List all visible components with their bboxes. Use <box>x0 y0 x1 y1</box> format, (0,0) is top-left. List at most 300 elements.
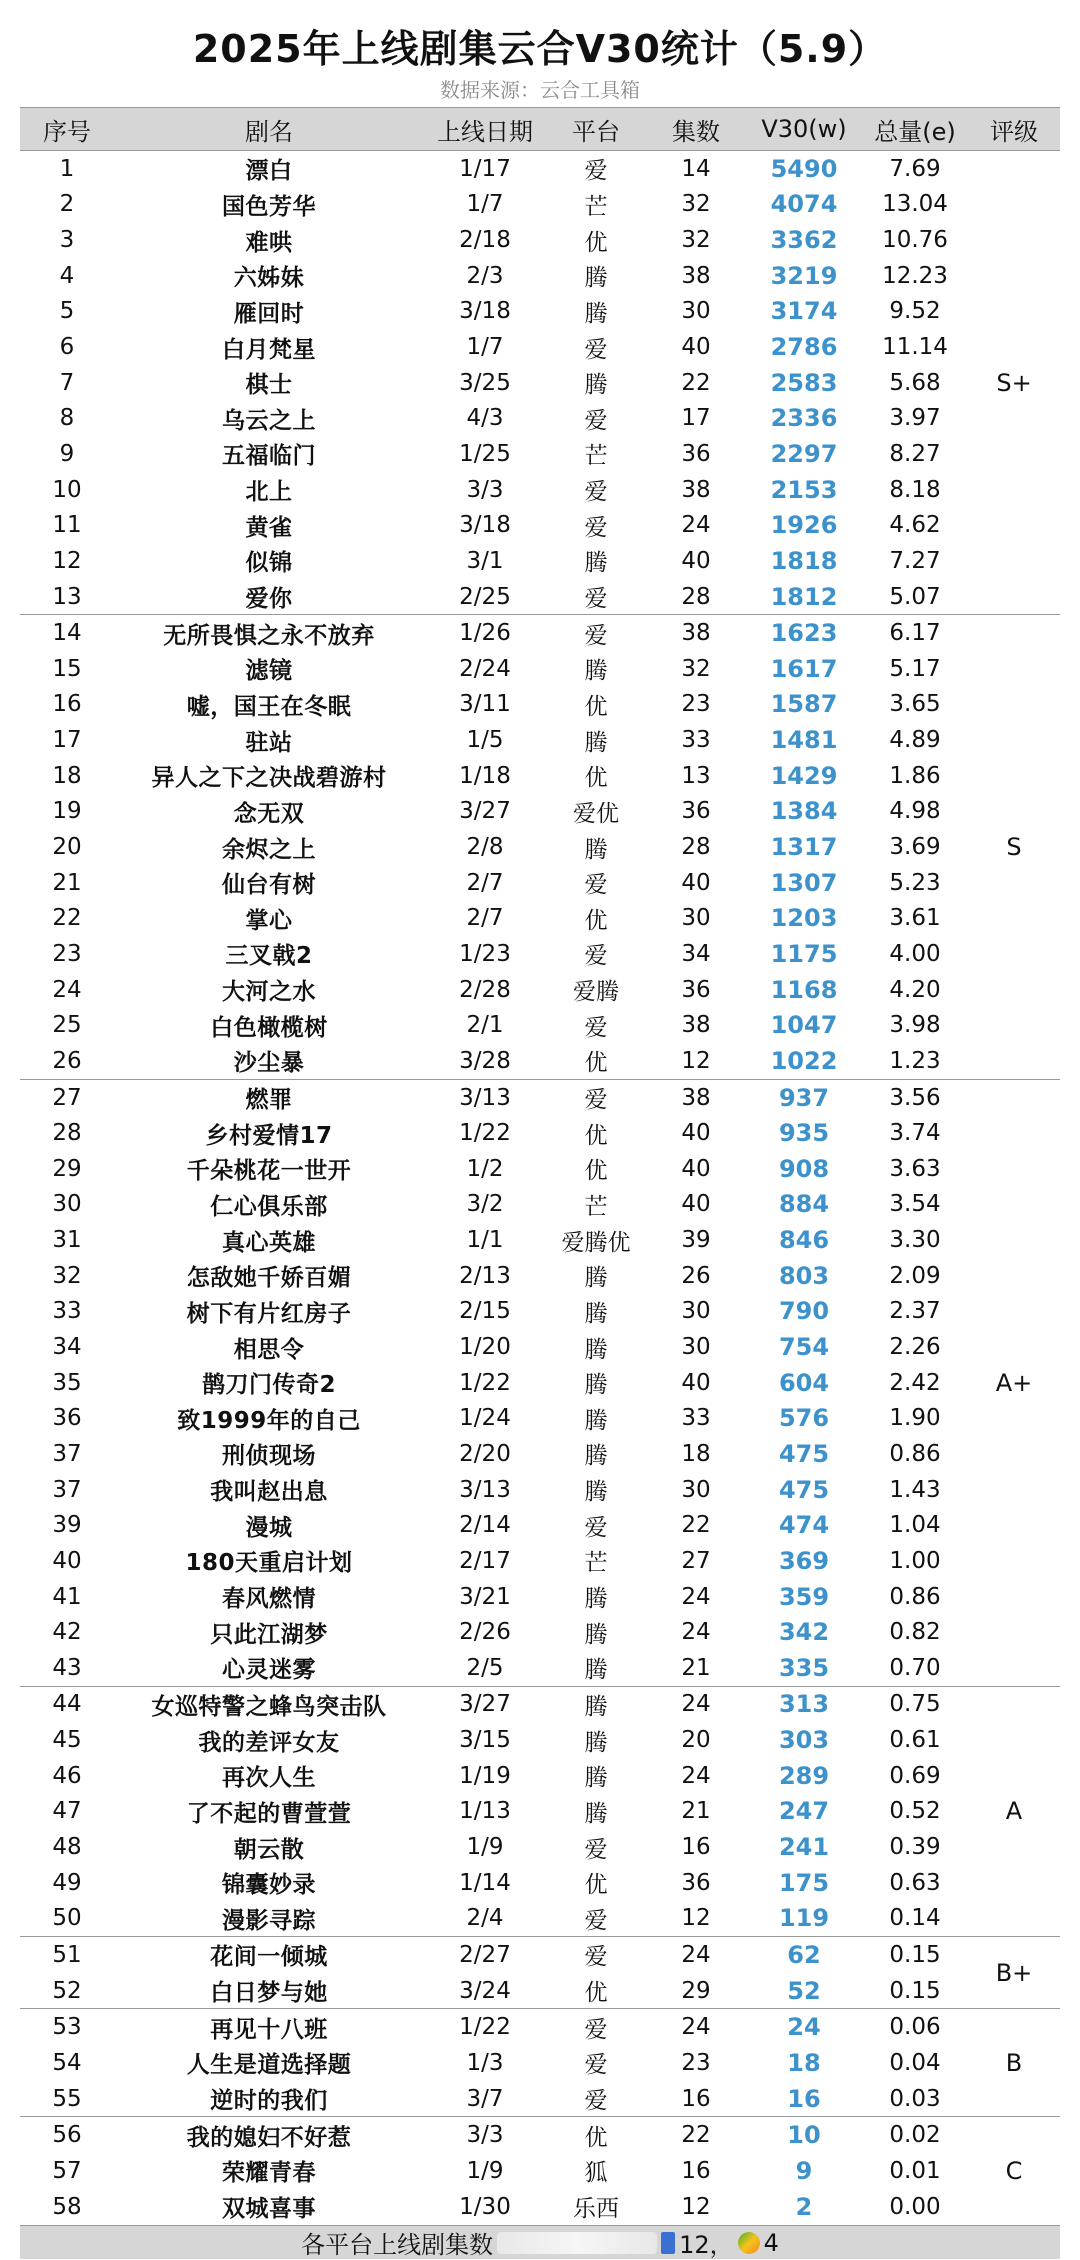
cell-episodes: 24 <box>681 1583 711 1610</box>
cell-total: 0.03 <box>889 2085 941 2112</box>
cell-platform: 爱 <box>584 1836 608 1863</box>
cell-total: 3.56 <box>862 1079 968 1115</box>
cell-episodes: 36 <box>681 976 711 1003</box>
cell-episodes: 30 <box>681 905 711 932</box>
cell-title: 鹊刀门传奇2 <box>201 1372 336 1399</box>
cell-no: 3 <box>59 227 75 254</box>
cell-platform: 爱 <box>584 407 608 434</box>
cell-title: 心灵迷雾 <box>222 1657 316 1684</box>
cell-no: 44 <box>20 1686 114 1722</box>
cell-title: 朝云散 <box>233 1836 305 1863</box>
table-row <box>20 1758 1060 1794</box>
cell-v30: 5490 <box>770 154 838 183</box>
cell-total: 0.69 <box>889 1762 941 1789</box>
table-row <box>20 1401 1060 1437</box>
cell-v30: 803 <box>778 1261 830 1290</box>
cell-no: 12 <box>52 547 82 574</box>
cell-platform: 爱 <box>584 1514 608 1541</box>
cell-no: 55 <box>52 2085 82 2112</box>
cell-date: 2/7 <box>466 869 504 896</box>
cell-title: 北上 <box>245 479 293 506</box>
table-row <box>20 579 1060 615</box>
table-row <box>20 151 1060 187</box>
cell-date: 2/15 <box>459 1298 511 1325</box>
cell-total: 3.98 <box>889 1012 941 1039</box>
cell-total: 1.04 <box>889 1512 941 1539</box>
cell-grade: S <box>968 615 1060 1079</box>
cell-platform: 腾 <box>584 836 608 863</box>
table-row <box>20 1937 1060 1973</box>
cell-no: 58 <box>52 2193 82 2220</box>
cell-title: 人生是道选择题 <box>186 2052 352 2079</box>
cell-total: 0.14 <box>889 1905 941 1932</box>
table-row <box>20 1294 1060 1330</box>
cell-v30: 313 <box>746 1686 862 1722</box>
cell-date: 3/3 <box>466 476 504 503</box>
cell-date: 3/27 <box>424 1686 546 1722</box>
cell-platform: 腾 <box>584 1336 608 1363</box>
cell-total: 1.23 <box>889 1047 941 1074</box>
cell-date: 1/9 <box>466 1834 504 1861</box>
cell-v30: 52 <box>787 1976 821 2005</box>
obscured-summary <box>497 2232 657 2254</box>
table-row <box>20 687 1060 723</box>
cell-no: 10 <box>52 476 82 503</box>
table-row <box>20 1187 1060 1223</box>
cell-title: 真心英雄 <box>222 1229 316 1256</box>
table-row <box>20 1614 1060 1650</box>
cell-total: 4.89 <box>889 727 941 754</box>
cell-no: 49 <box>52 1869 82 1896</box>
cell-v30: 369 <box>778 1546 830 1575</box>
cell-date: 1/7 <box>466 334 504 361</box>
table-row <box>20 936 1060 972</box>
cell-no: 29 <box>52 1155 82 1182</box>
cell-v30: 576 <box>778 1404 830 1433</box>
table-row <box>20 507 1060 543</box>
cell-platform: 腾 <box>584 550 608 577</box>
cell-total: 8.18 <box>889 476 941 503</box>
cell-episodes: 33 <box>681 1405 711 1432</box>
cell-no: 30 <box>52 1191 82 1218</box>
cell-total: 2.09 <box>889 1262 941 1289</box>
cell-episodes: 24 <box>646 1686 746 1722</box>
cell-no: 14 <box>20 615 114 651</box>
cell-v30: 1307 <box>770 868 838 897</box>
cell-title: 180天重启计划 <box>185 1550 353 1577</box>
cell-platform: 腾 <box>584 658 608 685</box>
cell-no: 42 <box>52 1619 82 1646</box>
cell-v30: 2583 <box>770 368 838 397</box>
cell-episodes: 33 <box>681 727 711 754</box>
cell-v30: 1818 <box>770 546 838 575</box>
cell-title: 仁心俱乐部 <box>210 1193 328 1220</box>
cell-no: 50 <box>52 1905 82 1932</box>
cell-v30: 1203 <box>770 904 838 933</box>
cell-total: 9.52 <box>889 298 941 325</box>
table-row <box>20 472 1060 508</box>
table-row <box>20 436 1060 472</box>
col-header-grade: 评级 <box>968 108 1060 151</box>
cell-total: 1.86 <box>889 762 941 789</box>
cell-no: 11 <box>52 512 82 539</box>
cell-date: 3/7 <box>466 2085 504 2112</box>
cell-total: 0.04 <box>889 2049 941 2076</box>
cell-platform: 优 <box>584 1122 608 1149</box>
cell-episodes: 12 <box>681 1047 711 1074</box>
cell-title: 花间一倾城 <box>114 1937 424 1973</box>
cell-platform: 腾 <box>584 1765 608 1792</box>
table-row <box>20 258 1060 294</box>
cell-date: 1/9 <box>466 2157 504 2184</box>
cell-no: 40 <box>52 1547 82 1574</box>
cell-title: 无所畏惧之永不放弃 <box>114 615 424 651</box>
table-row <box>20 1365 1060 1401</box>
cell-platform: 优 <box>584 1872 608 1899</box>
cell-date: 3/24 <box>459 1977 511 2004</box>
cell-no: 2 <box>59 191 75 218</box>
cell-v30: 1926 <box>770 511 838 540</box>
cell-no: 45 <box>52 1727 82 1754</box>
cell-total: 7.69 <box>889 155 941 182</box>
cell-date: 1/30 <box>459 2193 511 2220</box>
cell-no: 9 <box>59 440 75 467</box>
cell-date: 1/17 <box>459 155 511 182</box>
cell-episodes: 17 <box>681 405 711 432</box>
cell-date: 1/1 <box>466 1227 504 1254</box>
cell-episodes: 38 <box>681 476 711 503</box>
table-row <box>20 1579 1060 1615</box>
cell-title: 三叉戟2 <box>225 943 313 970</box>
cell-title: 六姊妹 <box>233 265 305 292</box>
cell-v30: 2336 <box>770 404 838 433</box>
cell-episodes: 32 <box>681 227 711 254</box>
cell-total: 7.27 <box>889 547 941 574</box>
cell-title: 乡村爱情17 <box>205 1122 333 1149</box>
cell-platform: 爱优 <box>573 800 619 827</box>
cell-platform: 爱 <box>584 158 608 185</box>
cell-v30: 1317 <box>770 833 838 862</box>
table-row <box>20 401 1060 437</box>
cell-no: 46 <box>52 1762 82 1789</box>
table-row <box>20 1794 1060 1830</box>
cell-date: 2/20 <box>459 1440 511 1467</box>
cell-v30: 475 <box>778 1475 830 1504</box>
cell-date: 1/19 <box>459 1762 511 1789</box>
table-row <box>20 2189 1060 2225</box>
cell-platform: 腾 <box>584 1800 608 1827</box>
cell-date: 1/5 <box>466 727 504 754</box>
cell-platform: 腾 <box>584 265 608 292</box>
cell-date: 2/24 <box>459 655 511 682</box>
cell-title: 千朵桃花一世开 <box>186 1158 352 1185</box>
cell-v30: 3219 <box>770 261 838 290</box>
table-row <box>20 901 1060 937</box>
col-header-platform: 平台 <box>546 108 646 151</box>
cell-title: 大河之水 <box>222 979 316 1006</box>
cell-title: 荣耀青春 <box>222 2160 316 2187</box>
cell-episodes: 20 <box>681 1727 711 1754</box>
cell-title: 漫影寻踪 <box>222 1907 316 1934</box>
cell-platform: 爱腾优 <box>561 1229 631 1256</box>
cell-date: 1/24 <box>459 1405 511 1432</box>
cell-platform: 爱 <box>584 943 608 970</box>
cell-title: 沙尘暴 <box>233 1050 305 1077</box>
cell-date: 2/25 <box>459 583 511 610</box>
cell-episodes: 38 <box>681 262 711 289</box>
cell-no: 51 <box>20 1937 114 1973</box>
cell-total: 0.86 <box>889 1440 941 1467</box>
table-row <box>20 972 1060 1008</box>
table-row <box>20 294 1060 330</box>
cell-date: 3/11 <box>459 691 511 718</box>
cell-date: 2/13 <box>459 1262 511 1289</box>
cell-no: 53 <box>20 2009 114 2045</box>
cell-total: 12.23 <box>882 262 948 289</box>
ratings-table <box>20 107 1060 2225</box>
cell-no: 32 <box>52 1262 82 1289</box>
cell-platform: 爱 <box>546 1079 646 1115</box>
cell-title: 刑侦现场 <box>222 1443 316 1470</box>
cell-no: 24 <box>52 976 82 1003</box>
cell-no: 37 <box>52 1476 82 1503</box>
cell-platform: 芒 <box>584 193 608 220</box>
cell-episodes: 24 <box>681 1619 711 1646</box>
cell-episodes: 12 <box>681 2193 711 2220</box>
summary-label: 各平台上线剧集数 <box>301 2231 494 2259</box>
cell-date: 1/7 <box>466 191 504 218</box>
cell-date: 1/22 <box>459 1369 511 1396</box>
cell-date: 2/3 <box>466 262 504 289</box>
cell-episodes: 24 <box>646 2009 746 2045</box>
cell-v30: 846 <box>778 1226 830 1255</box>
cell-episodes: 40 <box>681 1191 711 1218</box>
cell-total: 2.37 <box>889 1298 941 1325</box>
table-row <box>20 1865 1060 1901</box>
cell-no: 57 <box>52 2157 82 2184</box>
table-row <box>20 2117 1060 2153</box>
cell-title: 五福临门 <box>222 443 316 470</box>
cell-title: 只此江湖梦 <box>210 1621 328 1648</box>
cell-no: 20 <box>52 834 82 861</box>
cell-date: 2/7 <box>466 905 504 932</box>
cell-date: 1/13 <box>459 1798 511 1825</box>
cell-platform: 优 <box>584 1980 608 2007</box>
data-source-note: 数据来源：云合工具箱 <box>440 78 640 102</box>
table-row <box>20 794 1060 830</box>
cell-date: 3/28 <box>459 1047 511 1074</box>
table-row <box>20 1543 1060 1579</box>
cell-title: 乌云之上 <box>222 407 316 434</box>
cell-episodes: 14 <box>681 155 711 182</box>
cell-no: 13 <box>52 583 82 610</box>
cell-title: 致1999年的自己 <box>177 1407 361 1434</box>
cell-total: 5.07 <box>889 583 941 610</box>
cell-v30: 4074 <box>770 190 838 219</box>
cell-v30: 303 <box>778 1726 830 1755</box>
cell-grade: S+ <box>996 368 1032 397</box>
cell-no: 23 <box>52 940 82 967</box>
col-header-v30: V30(w) <box>746 108 862 151</box>
cell-no: 47 <box>52 1798 82 1825</box>
cell-title: 雁回时 <box>233 300 305 327</box>
cell-episodes: 16 <box>681 1834 711 1861</box>
cell-no: 33 <box>52 1298 82 1325</box>
cell-total: 0.75 <box>862 1686 968 1722</box>
cell-v30: 2297 <box>770 439 838 468</box>
cell-platform: 爱 <box>584 2088 608 2115</box>
cell-v30: 24 <box>746 2009 862 2045</box>
cell-platform: 腾 <box>584 1407 608 1434</box>
cell-v30: 1623 <box>746 615 862 651</box>
cell-date: 2/28 <box>459 976 511 1003</box>
cell-title: 念无双 <box>233 800 305 827</box>
cell-v30: 1481 <box>770 726 838 755</box>
cell-no: 15 <box>52 655 82 682</box>
cell-title: 棋士 <box>245 372 293 399</box>
table-row <box>20 187 1060 223</box>
cell-no: 37 <box>52 1440 82 1467</box>
col-header-title: 剧名 <box>114 108 424 151</box>
cell-episodes: 30 <box>681 1298 711 1325</box>
cell-total: 3.63 <box>889 1155 941 1182</box>
tencent-video-icon <box>661 2232 675 2254</box>
cell-v30: 2153 <box>770 475 838 504</box>
cell-date: 2/8 <box>466 834 504 861</box>
cell-episodes: 18 <box>681 1440 711 1467</box>
cell-total: 0.39 <box>889 1834 941 1861</box>
cell-v30: 754 <box>778 1333 830 1362</box>
table-row <box>20 1043 1060 1079</box>
cell-platform: 腾 <box>584 1657 608 1684</box>
cell-no: 52 <box>52 1977 82 2004</box>
cell-date: 3/13 <box>459 1476 511 1503</box>
cell-v30: 247 <box>778 1797 830 1826</box>
cell-platform: 腾 <box>584 1621 608 1648</box>
cell-title: 相思令 <box>233 1336 305 1363</box>
cell-title: 漫城 <box>245 1514 293 1541</box>
cell-v30: 937 <box>746 1079 862 1115</box>
cell-date: 3/27 <box>459 798 511 825</box>
table-row <box>20 651 1060 687</box>
cell-total: 1.00 <box>889 1547 941 1574</box>
cell-no: 35 <box>52 1369 82 1396</box>
cell-v30: 10 <box>746 2117 862 2153</box>
cell-no: 6 <box>59 334 75 361</box>
cell-platform: 优 <box>584 1050 608 1077</box>
cell-date: 4/3 <box>466 405 504 432</box>
cell-episodes: 27 <box>681 1547 711 1574</box>
cell-episodes: 13 <box>681 762 711 789</box>
cell-total: 0.70 <box>889 1654 941 1681</box>
cell-episodes: 40 <box>681 869 711 896</box>
cell-date: 3/2 <box>466 1191 504 1218</box>
cell-v30: 18 <box>787 2048 821 2077</box>
cell-date: 1/22 <box>424 2009 546 2045</box>
cell-total: 0.00 <box>889 2193 941 2220</box>
col-header-episodes: 集数 <box>646 108 746 151</box>
table-row <box>20 1007 1060 1043</box>
cell-no: 34 <box>52 1334 82 1361</box>
cell-title: 国色芳华 <box>222 193 316 220</box>
cell-no: 18 <box>52 762 82 789</box>
table-row <box>20 1079 1060 1115</box>
cell-platform: 爱 <box>584 336 608 363</box>
cell-v30: 1047 <box>770 1011 838 1040</box>
cell-no: 26 <box>52 1047 82 1074</box>
cell-episodes: 39 <box>681 1227 711 1254</box>
cell-title: 余烬之上 <box>222 836 316 863</box>
cell-episodes: 38 <box>646 1079 746 1115</box>
cell-date: 1/26 <box>424 615 546 651</box>
cell-episodes: 28 <box>681 583 711 610</box>
cell-episodes: 40 <box>681 1369 711 1396</box>
cell-no: 5 <box>59 298 75 325</box>
table-row <box>20 222 1060 258</box>
cell-date: 2/4 <box>466 1905 504 1932</box>
table-body <box>20 151 1060 2226</box>
table-row <box>20 865 1060 901</box>
cell-total: 6.17 <box>862 615 968 651</box>
cell-title: 锦囊妙录 <box>222 1872 316 1899</box>
table-row <box>20 722 1060 758</box>
table-row <box>20 829 1060 865</box>
table-row <box>20 1901 1060 1937</box>
table-row <box>20 2081 1060 2117</box>
cell-v30: 1587 <box>770 690 838 719</box>
cell-title: 树下有片红房子 <box>186 1300 352 1327</box>
cell-episodes: 21 <box>681 1798 711 1825</box>
cell-v30: 289 <box>778 1761 830 1790</box>
cell-no: 8 <box>59 405 75 432</box>
table-row <box>20 1650 1060 1686</box>
cell-total: 0.63 <box>889 1869 941 1896</box>
cell-total: 3.54 <box>889 1191 941 1218</box>
cell-v30: 474 <box>778 1511 830 1540</box>
cell-episodes: 30 <box>681 1476 711 1503</box>
cell-v30: 1384 <box>770 797 838 826</box>
cell-no: 31 <box>52 1227 82 1254</box>
cell-total: 1.43 <box>889 1476 941 1503</box>
cell-no: 17 <box>52 727 82 754</box>
cell-platform: 爱 <box>584 1907 608 1934</box>
cell-total: 0.86 <box>889 1583 941 1610</box>
cell-episodes: 40 <box>681 1155 711 1182</box>
cell-v30: 1617 <box>770 654 838 683</box>
cell-v30: 908 <box>778 1154 830 1183</box>
cell-total: 0.61 <box>889 1727 941 1754</box>
cell-total: 13.04 <box>882 191 948 218</box>
cell-v30: 884 <box>778 1190 830 1219</box>
cell-v30: 1175 <box>770 939 838 968</box>
cell-episodes: 38 <box>681 1012 711 1039</box>
cell-date: 2/14 <box>459 1512 511 1539</box>
cell-date: 1/18 <box>459 762 511 789</box>
cell-episodes: 22 <box>646 2117 746 2153</box>
cell-v30: 3362 <box>770 226 838 255</box>
cell-total: 3.69 <box>889 834 941 861</box>
cell-platform: 优 <box>584 1158 608 1185</box>
cell-v30: 1812 <box>770 582 838 611</box>
cell-episodes: 40 <box>681 334 711 361</box>
cell-platform: 爱腾 <box>573 979 619 1006</box>
cell-platform: 腾 <box>584 1300 608 1327</box>
cell-v30: 935 <box>778 1119 830 1148</box>
cell-total: 4.62 <box>889 512 941 539</box>
cell-date: 3/18 <box>459 298 511 325</box>
cell-total: 0.15 <box>862 1937 968 1973</box>
cell-date: 1/20 <box>459 1334 511 1361</box>
